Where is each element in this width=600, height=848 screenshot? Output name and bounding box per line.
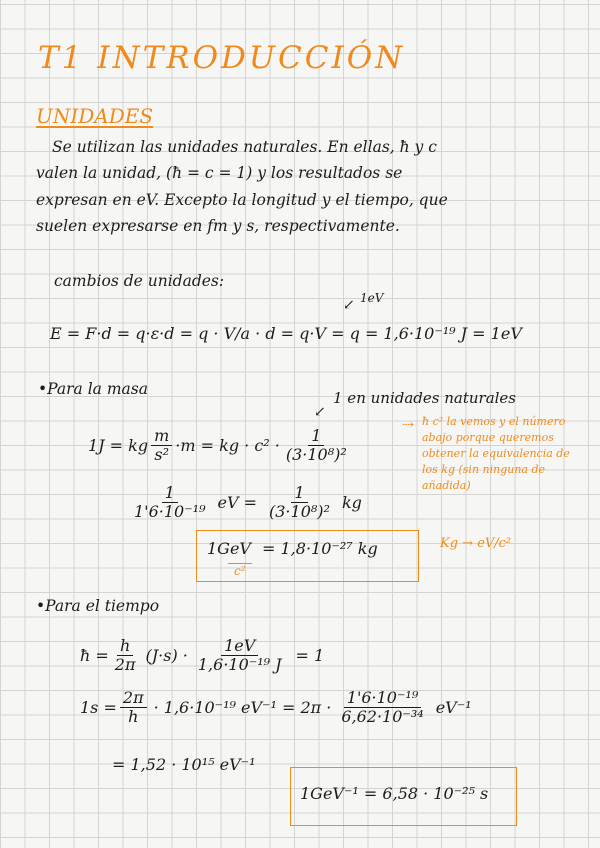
time-eq1-lhs: ħ = <box>80 645 109 665</box>
fraction <box>151 427 172 463</box>
page-title: T1 INTRODUCCIÓN <box>38 40 406 76</box>
energy-equation: E = F·d = q·ε·d = q · V/a · d = q·V = q = 1,6·10⁻¹⁹ J = 1eV <box>50 324 522 343</box>
side-note-2: Kg → eV/c² <box>440 536 512 551</box>
fraction <box>266 484 333 520</box>
time-eq1-rhs: = 1 <box>295 645 325 665</box>
mass-eq2-rhs: kg <box>341 492 362 512</box>
fraction-denominator: h <box>128 706 139 726</box>
mass-result-rhs: = 1,8·10⁻²⁷ kg <box>262 539 378 558</box>
fraction <box>283 427 350 463</box>
section-heading-units: UNIDADES <box>36 104 154 128</box>
arrow-icon: ⇢ <box>402 417 414 433</box>
fraction <box>112 637 139 673</box>
time-equation-3: = 1,52 · 10¹⁵ eV⁻¹ <box>112 755 256 774</box>
mass-header: •Para la masa <box>38 380 148 398</box>
unit-changes-label: cambios de unidades: <box>54 272 225 290</box>
fraction-denominator: 1'6·10⁻¹⁹ <box>134 501 206 521</box>
mass-eq1-lhs: 1J = kg <box>88 435 149 455</box>
side-note: ħ c² la vemos y el número abajo porque queremos obtener la equivalencia de los kg (sin ninguna de añadida) <box>422 415 570 492</box>
fraction <box>120 689 147 725</box>
time-eq2-mid: · 1,6·10⁻¹⁹ eV⁻¹ = 2π · <box>153 697 332 717</box>
mass-eq2-mid: eV = <box>217 492 257 512</box>
fraction-denominator: (3·10⁸)² <box>285 444 347 464</box>
intro-line-2: valen la unidad, (ħ = c = 1) y los resultados se <box>36 164 403 182</box>
mass-equation-1 <box>88 427 353 463</box>
fraction-denominator: 1,6·10⁻¹⁹ J <box>197 654 282 674</box>
mass-equation-2 <box>128 484 362 520</box>
fraction-denominator: s² <box>154 444 169 464</box>
time-header: •Para el tiempo <box>36 597 160 615</box>
fraction-numerator: 1 <box>162 484 178 503</box>
fraction <box>131 484 208 520</box>
time-equation-1 <box>80 637 324 673</box>
fraction-denominator: 2π <box>114 654 136 674</box>
intro-line-3: expresan en eV. Excepto la longitud y el tiempo, que <box>36 191 448 209</box>
fraction-denominator: 6,62·10⁻³⁴ <box>341 706 424 726</box>
mass-result-den: c² <box>228 563 252 578</box>
ev-annotation: 1eV <box>360 291 384 305</box>
arrow-icon: ↙ <box>343 297 355 313</box>
fraction-numerator: 1 <box>308 427 324 446</box>
fraction-denominator: (3·10⁸)² <box>269 501 330 521</box>
fraction-numerator: m <box>151 427 172 446</box>
time-eq2-rhs: eV⁻¹ <box>435 697 472 717</box>
natural-units-note: 1 en unidades naturales <box>333 389 517 407</box>
fraction <box>195 637 285 673</box>
fraction-numerator: 1eV <box>221 637 258 656</box>
time-result: 1GeV⁻¹ = 6,58 · 10⁻²⁵ s <box>300 784 489 803</box>
fraction-numerator: 1 <box>291 484 307 503</box>
fraction <box>338 689 426 725</box>
intro-line-1: Se utilizan las unidades naturales. En ellas, ħ y c <box>52 138 437 156</box>
fraction-numerator: 2π <box>120 689 147 708</box>
time-equation-2 <box>80 689 472 725</box>
fraction-numerator: h <box>117 637 133 656</box>
mass-eq1-mid: ·m = kg · c² · <box>175 435 280 455</box>
intro-line-4: suelen expresarse en fm y s, respectivamente. <box>36 217 400 235</box>
time-eq2-lhs: 1s = <box>80 697 117 717</box>
mass-result-lhs: 1GeV <box>207 539 251 558</box>
fraction-numerator: 1'6·10⁻¹⁹ <box>344 689 421 708</box>
time-eq1-mid: (J·s) · <box>145 645 188 665</box>
arrow-icon: ↙ <box>314 404 326 420</box>
